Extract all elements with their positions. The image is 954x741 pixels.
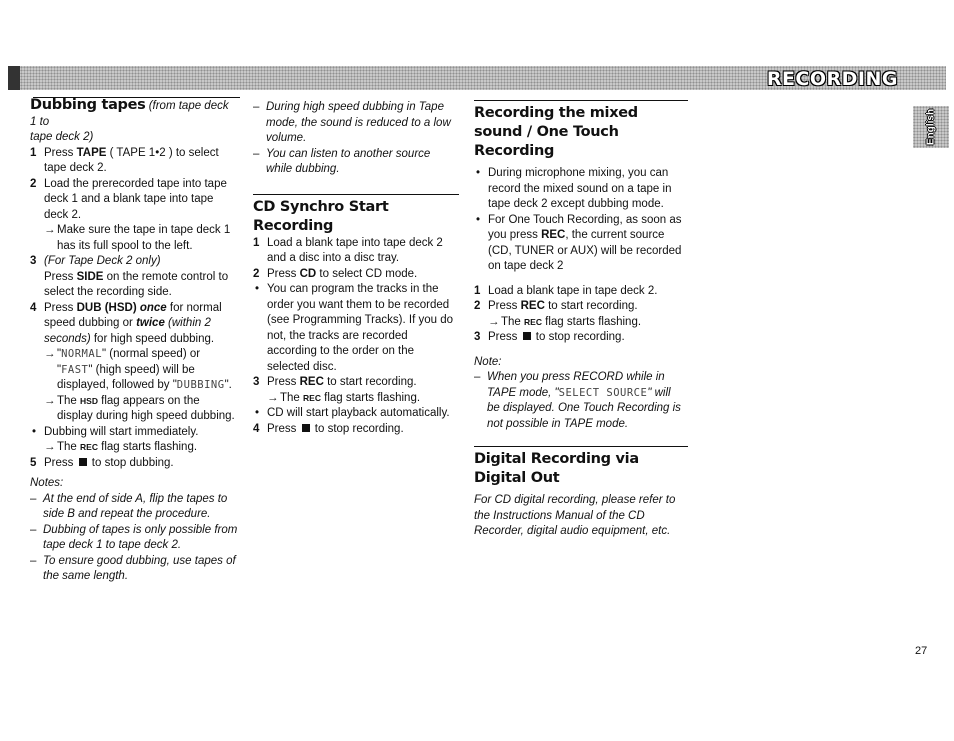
step-number: 3: [474, 331, 481, 343]
step-text: Load a blank tape in tape deck 2.: [488, 284, 658, 297]
step-text: for normal speed dubbing or: [44, 301, 222, 329]
step-number: 3: [253, 376, 260, 388]
result-arrow: [44, 440, 238, 456]
step-text: Press: [267, 422, 300, 435]
column-mixed-sound: [474, 100, 686, 540]
step-number: 1: [253, 236, 260, 249]
note-item: – You can listen to another source while dubbing.: [253, 147, 431, 175]
bullet-text: You can program the tracks in the order you want them to be recorded (see Programming Tracks). If you do not, the tracks are recorded according to the order on the selected disc.: [267, 283, 453, 373]
result-text: " (normal speed) or ": [57, 348, 201, 376]
step-text: Press: [44, 456, 77, 469]
result-text: ": [57, 348, 62, 360]
result-arrow: [267, 391, 459, 407]
paragraph: For CD digital recording, please refer to the Instructions Manual of the CD Recorder, digital audio equipment, etc.: [474, 494, 676, 537]
result-text: The: [280, 391, 304, 404]
section-title: Digital Recording via Digital Out: [474, 451, 639, 486]
note-label: Note:: [474, 355, 502, 368]
note-item: – When you press RECORD while in TAPE mode, "SELECT SOURCE" will be displayed. One Touch Recording is not possible in TAPE mode.: [474, 371, 681, 430]
result-text: Make sure the tape in tape deck 1 has its full spool to the left.: [57, 224, 231, 252]
step-2: [30, 177, 238, 255]
step-text: to start recording.: [323, 376, 417, 388]
step-1: [253, 236, 459, 267]
step-4: [253, 422, 459, 438]
flag-name: HSD: [80, 395, 98, 406]
emphasis: once: [139, 301, 167, 314]
step-1: [30, 146, 238, 177]
bullet-icon: •: [255, 283, 260, 295]
note-text: At the end of side A, flip the tapes to side B and repeat the procedure.: [43, 492, 228, 520]
section-title: Recording the mixed sound / One Touch Recording: [474, 105, 638, 159]
bullet-icon: •: [255, 407, 260, 419]
step-condition: (For Tape Deck 2 only): [44, 255, 161, 267]
section-subtitle: (from tape deck 1 to: [30, 100, 229, 128]
step-3: [474, 330, 686, 346]
step-text: Press: [488, 300, 521, 312]
arrow-icon: →: [44, 348, 56, 360]
step-5: [30, 456, 238, 472]
arrow-icon: →: [488, 315, 500, 328]
key-name: REC: [299, 376, 324, 388]
step-text: Press: [44, 146, 77, 159]
notes-label: Notes:: [30, 477, 64, 489]
key-name: DUB (HSD): [76, 301, 137, 314]
header-bar-cap: [8, 66, 20, 90]
key-name: REC: [541, 229, 566, 241]
bullet-item: [474, 213, 686, 275]
bullet-item: [30, 425, 238, 456]
stop-icon: [523, 332, 531, 340]
step-text: to stop recording.: [532, 331, 625, 343]
note-text: To ensure good dubbing, use tapes of the same length.: [43, 554, 236, 582]
language-tab-label: English: [925, 108, 937, 146]
section-title: CD Synchro Start Recording: [253, 198, 389, 234]
step-number: 4: [253, 422, 260, 435]
bullet-icon: •: [32, 425, 37, 438]
stop-icon: [79, 458, 87, 466]
bullet-text: During microphone mixing, you can record the mixed sound on a tape in tape deck 2 except dubbing mode.: [488, 167, 672, 210]
step-text: to stop dubbing.: [88, 456, 174, 469]
step-number: 1: [474, 284, 481, 297]
display-text: FAST: [61, 363, 89, 376]
key-name: SIDE: [76, 270, 104, 283]
section-rule: [253, 194, 459, 195]
note-text: " will be displayed. One Touch Recording is not possible in TAPE mode.: [487, 386, 681, 430]
stop-icon: [302, 424, 310, 432]
flag-name: REC: [303, 392, 321, 403]
result-text: The: [57, 441, 81, 453]
result-text: flag appears on the display during high speed dubbing.: [57, 394, 235, 422]
page-number: 27: [915, 645, 928, 657]
note-item: – At the end of side A, flip the tapes to side B and repeat the procedure.: [30, 492, 228, 520]
display-text: SELECT SOURCE: [558, 386, 648, 399]
note-item: – During high speed dubbing in Tape mode, the sound is reduced to a low volume.: [253, 101, 451, 144]
step-text: to select CD mode.: [316, 267, 418, 280]
note-item: – To ensure good dubbing, use tapes of the same length.: [30, 554, 236, 582]
step-text: to stop recording.: [311, 422, 404, 435]
section-title: Dubbing tapes: [30, 97, 146, 113]
step-text: Press: [488, 331, 521, 343]
bullet-icon: •: [476, 167, 481, 179]
section-rule: [474, 446, 688, 447]
step-3: [30, 254, 238, 301]
bullet-text: CD will start playback automatically.: [267, 407, 450, 419]
bullet-text: Dubbing will start immediately.: [44, 425, 199, 438]
step-text: Press: [44, 270, 77, 283]
step-text: Press: [44, 301, 77, 314]
step-text: ( TAPE 1•2 ) to select tape deck 2.: [44, 146, 219, 174]
bullet-item: [474, 166, 686, 213]
header-bar: [8, 66, 946, 90]
result-arrow: [44, 347, 238, 394]
arrow-icon: →: [44, 441, 56, 453]
result-text: flag starts flashing.: [320, 391, 421, 404]
step-1: [474, 284, 686, 300]
key-name: REC: [520, 300, 545, 312]
key-name: CD: [299, 267, 317, 280]
step-2: [253, 267, 459, 283]
note-text: When you press RECORD while in TAPE mode, ": [487, 371, 665, 399]
step-number: 5: [30, 456, 37, 469]
step-number: 2: [253, 267, 260, 280]
step-2: [474, 299, 686, 330]
step-3: [253, 375, 459, 406]
result-text: ".: [224, 379, 232, 391]
result-arrow: [488, 315, 686, 331]
bullet-icon: •: [476, 213, 481, 226]
result-text: flag starts flashing.: [97, 441, 198, 453]
step-text: Press: [267, 267, 300, 280]
column-dubbing-tapes: [30, 97, 238, 585]
emphasis: twice: [136, 317, 165, 329]
note-item: – Dubbing of tapes is only possible from tape deck 1 to tape deck 2.: [30, 523, 238, 551]
bullet-text: , the current source (CD, TUNER or AUX) will be recorded on tape deck 2: [488, 229, 682, 272]
note-text: During high speed dubbing in Tape mode, the sound is reduced to a low volume.: [266, 101, 451, 144]
step-text: on the remote control to select the recording side.: [44, 270, 229, 298]
step-text: Load a blank tape into tape deck 2 and a disc into a disc tray.: [267, 236, 443, 264]
dubbing-heading: [30, 98, 238, 130]
display-text: NORMAL: [61, 348, 103, 360]
column-cd-synchro: [253, 100, 459, 437]
step-text: for high speed dubbing.: [90, 332, 215, 345]
result-arrow: [44, 223, 238, 254]
section-rule: [474, 100, 688, 101]
step-number: 3: [30, 255, 37, 267]
arrow-icon: →: [44, 224, 56, 236]
note-text: You can listen to another source while dubbing.: [266, 147, 431, 175]
step-text: Press: [267, 376, 300, 388]
page-title: RECORDING: [766, 68, 898, 90]
result-text: " (high speed) will be displayed, followed by ": [57, 363, 195, 391]
flag-name: REC: [524, 316, 542, 327]
arrow-icon: →: [44, 394, 56, 407]
section-subtitle-cont: tape deck 2): [30, 131, 94, 143]
result-text: flag starts flashing.: [541, 315, 642, 328]
result-text: The: [57, 394, 81, 407]
display-text: DUBBING: [176, 379, 225, 391]
step-text: to start recording.: [544, 300, 638, 312]
step-number: 2: [30, 177, 37, 190]
bullet-item: [253, 406, 459, 422]
step-text: Load the prerecorded tape into tape deck 1 and a blank tape into tape deck 2.: [44, 177, 227, 221]
step-number: 1: [30, 146, 37, 159]
step-number: 2: [474, 300, 481, 312]
note-text: Dubbing of tapes is only possible from tape deck 1 to tape deck 2.: [43, 523, 238, 551]
step-4: [30, 301, 238, 425]
result-text: The: [501, 315, 525, 328]
result-arrow: [44, 394, 238, 425]
flag-name: REC: [80, 442, 98, 452]
bullet-text: For One Touch Recording, as soon as you press: [488, 213, 682, 241]
bullet-item: [253, 282, 459, 375]
step-number: 4: [30, 301, 37, 314]
step-text: (within 2 seconds): [44, 317, 211, 345]
key-name: TAPE: [76, 146, 107, 159]
language-tab: [913, 106, 949, 148]
arrow-icon: →: [267, 391, 279, 404]
